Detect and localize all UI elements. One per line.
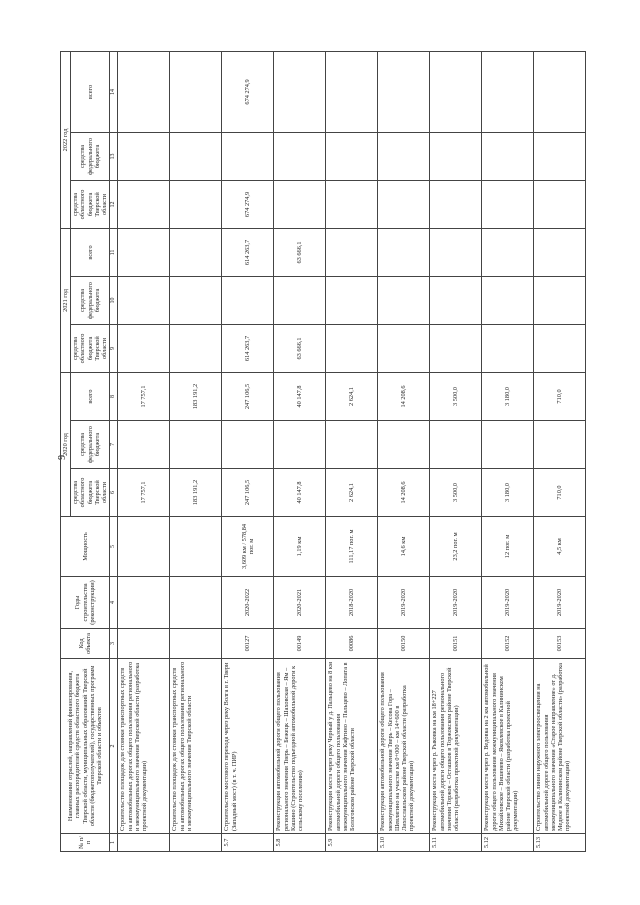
regional-2020: 3 500,0 (430, 469, 482, 517)
regional-2021 (326, 324, 378, 372)
construction-years: 2018-2020 (326, 577, 378, 629)
object-name: Реконструкция моста через р. Рыковка на км 18+227 автомобильной дороги общего пользования регионального значения Торжок – Осташков в Торжокском районе Тверской области (разработка проектной документации) (430, 659, 482, 834)
federal-2020 (534, 421, 586, 469)
header-total-2020: всего (71, 372, 110, 420)
capacity (170, 517, 222, 577)
regional-2022 (118, 180, 170, 228)
total-2020: 710,0 (534, 372, 586, 420)
object-code: 00153 (534, 629, 586, 659)
column-index: 6 (110, 469, 118, 517)
regional-2020: 3 180,0 (482, 469, 534, 517)
total-2022 (534, 51, 586, 132)
header-code: Код объекта (61, 629, 110, 659)
federal-2021 (274, 276, 326, 324)
federal-2021 (534, 276, 586, 324)
federal-2020 (170, 421, 222, 469)
object-code (118, 629, 170, 659)
column-index: 12 (110, 180, 118, 228)
federal-2022 (118, 132, 170, 180)
header-regional-2020: средства областного бюджета Тверской области (71, 469, 110, 517)
regional-2020: 40 147,8 (274, 469, 326, 517)
regional-2020: 2 624,1 (326, 469, 378, 517)
regional-2020: 710,0 (534, 469, 586, 517)
regional-2021 (482, 324, 534, 372)
object-name: Реконструкция моста через р. Ведовка на 2 км автомобильной дороги общего пользования межмуниципального значения Михайловское – Вишенево – Яковлевское в Калининском районе Тверской области (разработка проектной документации) (482, 659, 534, 834)
header-total-2021: всего (71, 228, 110, 276)
capacity: 1,19 км (274, 517, 326, 577)
object-name: Реконструкция моста через реку Черный у д. Пальцево на 8 км автомобильной дороги общего пользования межмуниципального значения Кафтино – Пальцево – Лопата в Бологовском районе Тверской области (326, 659, 378, 834)
header-regional-2022: средства областного бюджета Тверской области (71, 180, 110, 228)
total-2021: 614 263,7 (222, 228, 274, 276)
header-name: Наименование отраслей, направлений финансирования, главных распорядителей средств областного бюджета Тверской области, муниципальных образований Тверской области (бюджетополучателей), государственных программ Тверской области и объектов (61, 659, 110, 834)
federal-2022 (274, 132, 326, 180)
federal-2022 (170, 132, 222, 180)
total-2022 (274, 51, 326, 132)
total-2022 (170, 51, 222, 132)
row-number: 5.12 (482, 834, 534, 852)
regional-2020: 17 757,1 (118, 469, 170, 517)
federal-2021 (430, 276, 482, 324)
federal-2020 (222, 421, 274, 469)
investment-table (60, 51, 586, 852)
object-name: Строительство площадок для стоянки транспортных средств на автомобильных дорогах общего пользования регионального и межмуниципального значения Тверской области (170, 659, 222, 834)
capacity: 4,5 км (534, 517, 586, 577)
regional-2022 (430, 180, 482, 228)
row-number: 5.9 (326, 834, 378, 852)
table-row (482, 51, 534, 851)
total-2020: 14 208,6 (378, 372, 430, 420)
column-index: 14 (110, 51, 118, 132)
federal-2021 (170, 276, 222, 324)
object-name: Реконструкция автомобильной дороги общего пользования регионального значения Тверь – Бежецк – Шаховская – Ям – Кашино (Строительство подъездной автомобильной дороги к сельскому поселению) (274, 659, 326, 834)
row-number: 5.13 (534, 834, 586, 852)
column-index: 4 (110, 577, 118, 629)
federal-2022 (378, 132, 430, 180)
total-2020: 17 757,1 (118, 372, 170, 420)
capacity: 12 пог. м (482, 517, 534, 577)
column-index: 8 (110, 372, 118, 420)
object-code: 00152 (482, 629, 534, 659)
total-2021 (326, 228, 378, 276)
header-no: № п/п (61, 834, 110, 852)
table-body (118, 51, 586, 851)
regional-2021: 63 666,1 (274, 324, 326, 372)
federal-2022 (326, 132, 378, 180)
construction-years: 2019-2020 (430, 577, 482, 629)
column-index: 1 (110, 834, 118, 852)
table-row (170, 51, 222, 851)
total-2021 (534, 228, 586, 276)
federal-2021 (222, 276, 274, 324)
object-name: Реконструкция автомобильной дороги общего пользования межмуниципального значения Тверь – Кесова Гора – Шевлягино на участке км 0+000 – км 14+600 в Лихославльском районе Тверской области (разработка проектной документации) (378, 659, 430, 834)
construction-years: 2020-2021 (274, 577, 326, 629)
federal-2021 (482, 276, 534, 324)
federal-2021 (378, 276, 430, 324)
regional-2022: 674 274,9 (222, 180, 274, 228)
column-index: 11 (110, 228, 118, 276)
total-2022 (326, 51, 378, 132)
federal-2022 (534, 132, 586, 180)
table-row (534, 51, 586, 851)
row-number: 5.7 (222, 834, 274, 852)
federal-2022 (430, 132, 482, 180)
table-row (430, 51, 482, 851)
construction-years (170, 577, 222, 629)
column-index: 7 (110, 421, 118, 469)
column-index: 13 (110, 132, 118, 180)
column-index: 3 (110, 629, 118, 659)
column-index: 10 (110, 276, 118, 324)
total-2021 (170, 228, 222, 276)
column-index: 5 (110, 517, 118, 577)
page-number: 9 (57, 455, 68, 460)
total-2020: 3 180,0 (482, 372, 534, 420)
header-federal-2021: средства федерального бюджета (71, 276, 110, 324)
federal-2020 (482, 421, 534, 469)
header-total-2022: всего (71, 51, 110, 132)
header-capacity: Мощность (61, 517, 110, 577)
regional-2020: 14 208,6 (378, 469, 430, 517)
federal-2020 (274, 421, 326, 469)
row-number: 5.11 (430, 834, 482, 852)
header-year-2021: 2021 год (61, 228, 71, 372)
regional-2021 (534, 324, 586, 372)
total-2022 (118, 51, 170, 132)
table-row (378, 51, 430, 851)
capacity: 14,6 км (378, 517, 430, 577)
total-2021 (482, 228, 534, 276)
header-year-2022: 2022 год (61, 51, 71, 228)
total-2021: 63 666,1 (274, 228, 326, 276)
regional-2021 (170, 324, 222, 372)
row-number (170, 834, 222, 852)
object-code: 00151 (430, 629, 482, 659)
total-2020: 3 500,0 (430, 372, 482, 420)
table-row (326, 51, 378, 851)
total-2022 (430, 51, 482, 132)
column-index-row (110, 51, 118, 851)
object-code: 00150 (378, 629, 430, 659)
federal-2020 (430, 421, 482, 469)
regional-2022 (170, 180, 222, 228)
object-code: 00127 (222, 629, 274, 659)
federal-2022 (222, 132, 274, 180)
capacity: 111,17 пог. м (326, 517, 378, 577)
total-2022 (378, 51, 430, 132)
object-name: Строительство площадок для стоянки транспортных средств на автомобильных дорогах общего пользования регионального и межмуниципального значения Тверской области (разработка проектной документации) (118, 659, 170, 834)
construction-years: 2019-2020 (534, 577, 586, 629)
object-code (170, 629, 222, 659)
object-name: Строительство линии наружного электроосвещения на автомобильной дороге общего пользования межмуниципального значения «Старое направление» от д. Медное в Калининском районе Тверской области» (разработка проектной документации) (534, 659, 586, 834)
federal-2020 (378, 421, 430, 469)
federal-2022 (482, 132, 534, 180)
total-2020: 2 624,1 (326, 372, 378, 420)
header-federal-2022: средства федерального бюджета (71, 132, 110, 180)
table-row (274, 51, 326, 851)
total-2022 (482, 51, 534, 132)
total-2022: 674 274,9 (222, 51, 274, 132)
federal-2020 (326, 421, 378, 469)
header-regional-2021: средства областного бюджета Тверской области (71, 324, 110, 372)
capacity: 23,2 пог. м (430, 517, 482, 577)
total-2021 (378, 228, 430, 276)
row-number: 5.8 (274, 834, 326, 852)
capacity (118, 517, 170, 577)
construction-years: 2020-2022 (222, 577, 274, 629)
row-number (118, 834, 170, 852)
object-name: Строительство мостового перехода через реку Волга в г. Твери (Западный мост) (в т. ч. ПИР) (222, 659, 274, 834)
regional-2021 (118, 324, 170, 372)
construction-years (118, 577, 170, 629)
construction-years: 2019-2020 (482, 577, 534, 629)
total-2021 (430, 228, 482, 276)
total-2021 (118, 228, 170, 276)
total-2020: 40 147,8 (274, 372, 326, 420)
regional-2021: 614 263,7 (222, 324, 274, 372)
table-row (222, 51, 274, 851)
header-years: Годы строительства (реконструкции) (61, 577, 110, 629)
total-2020: 247 106,5 (222, 372, 274, 420)
table-header (61, 51, 118, 851)
regional-2022 (274, 180, 326, 228)
construction-years: 2019-2020 (378, 577, 430, 629)
object-code: 00086 (326, 629, 378, 659)
row-number: 5.10 (378, 834, 430, 852)
regional-2022 (534, 180, 586, 228)
column-index: 9 (110, 324, 118, 372)
object-code: 00149 (274, 629, 326, 659)
regional-2021 (430, 324, 482, 372)
header-year-2020: 2020 год (61, 372, 71, 516)
regional-2022 (482, 180, 534, 228)
federal-2021 (326, 276, 378, 324)
federal-2020 (118, 421, 170, 469)
total-2020: 183 191,2 (170, 372, 222, 420)
capacity: 3,609 км / 578,84 пог. м (222, 517, 274, 577)
table-row (118, 51, 170, 851)
rotated-table-container (60, 52, 580, 852)
column-index: 2 (110, 659, 118, 834)
federal-2021 (118, 276, 170, 324)
header-federal-2020: средства федерального бюджета (71, 421, 110, 469)
regional-2022 (378, 180, 430, 228)
regional-2020: 183 191,2 (170, 469, 222, 517)
regional-2022 (326, 180, 378, 228)
regional-2021 (378, 324, 430, 372)
regional-2020: 247 106,5 (222, 469, 274, 517)
